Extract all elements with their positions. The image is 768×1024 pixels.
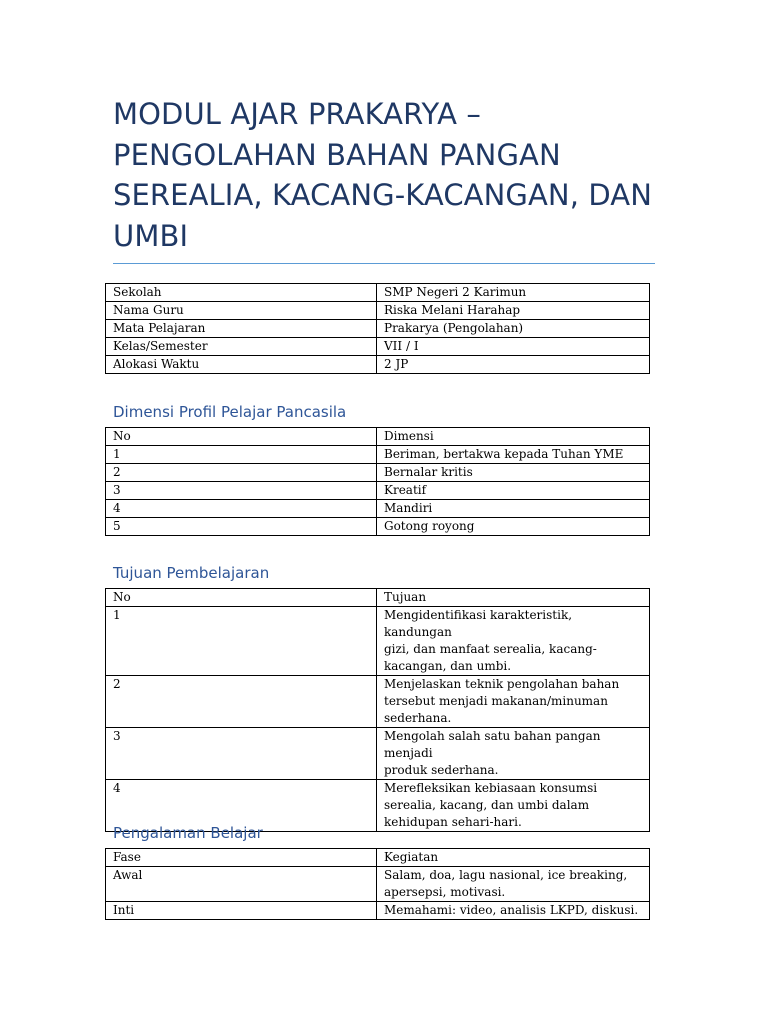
- identity-value: SMP Negeri 2 Karimun: [377, 284, 650, 302]
- table-row: [106, 320, 650, 338]
- section-heading-pengalaman: Pengalaman Belajar: [113, 824, 263, 842]
- identity-value: VII / I: [377, 338, 650, 356]
- table-row: [106, 867, 650, 902]
- row-number: 2: [106, 464, 377, 482]
- profil-table: [105, 427, 650, 536]
- table-row: [106, 500, 650, 518]
- dimension-cell: Kreatif: [377, 482, 650, 500]
- title-line: SEREALIA, KACANG-KACANGAN, DAN: [113, 178, 652, 212]
- column-header: Dimensi: [377, 428, 650, 446]
- cell-line: produk sederhana.: [384, 763, 499, 777]
- column-header: Tujuan: [377, 589, 650, 607]
- identity-value: Riska Melani Harahap: [377, 302, 650, 320]
- title-divider: [113, 263, 655, 264]
- table-row: [106, 676, 650, 728]
- dimension-cell: Beriman, bertakwa kepada Tuhan YME: [377, 446, 650, 464]
- table-header-row: [106, 589, 650, 607]
- title-line: MODUL AJAR PRAKARYA –: [113, 97, 481, 131]
- column-header: No: [106, 589, 377, 607]
- section-heading-tujuan: Tujuan Pembelajaran: [113, 564, 270, 582]
- section-heading-profil: Dimensi Profil Pelajar Pancasila: [113, 403, 347, 421]
- table-header-row: [106, 428, 650, 446]
- identity-label: Nama Guru: [106, 302, 377, 320]
- objective-cell: [377, 607, 650, 676]
- cell-line: kehidupan sehari-hari.: [384, 815, 522, 829]
- identity-table: [105, 283, 650, 374]
- cell-line: Salam, doa, lagu nasional, ice breaking,: [384, 868, 628, 882]
- tujuan-table: [105, 588, 650, 832]
- title-line: PENGOLAHAN BAHAN PANGAN: [113, 137, 561, 172]
- row-number: 3: [106, 482, 377, 500]
- table-row: [106, 607, 650, 676]
- table-row: [106, 518, 650, 536]
- identity-label: Alokasi Waktu: [106, 356, 377, 374]
- table-row: [106, 902, 650, 920]
- row-number: 4: [106, 780, 377, 832]
- identity-label: Kelas/Semester: [106, 338, 377, 356]
- phase-cell: Inti: [106, 902, 377, 920]
- objective-cell: [377, 728, 650, 780]
- column-header: Kegiatan: [377, 849, 650, 867]
- table-row: [106, 284, 650, 302]
- row-number: 4: [106, 500, 377, 518]
- table-row: [106, 464, 650, 482]
- activity-cell: [377, 902, 650, 920]
- row-number: 1: [106, 446, 377, 464]
- activity-cell: [377, 867, 650, 902]
- table-row: [106, 302, 650, 320]
- table-row: [106, 482, 650, 500]
- row-number: 2: [106, 676, 377, 728]
- table-row: [106, 728, 650, 780]
- row-number: 1: [106, 607, 377, 676]
- dimension-cell: Bernalar kritis: [377, 464, 650, 482]
- identity-label: Sekolah: [106, 284, 377, 302]
- document-title: [113, 94, 673, 256]
- cell-line: sederhana.: [384, 711, 452, 725]
- cell-line: Mengidentifikasi karakteristik, kandungan: [384, 608, 573, 639]
- table-row: [106, 338, 650, 356]
- row-number: 3: [106, 728, 377, 780]
- column-header: Fase: [106, 849, 377, 867]
- cell-line: apersepsi, motivasi.: [384, 885, 506, 899]
- cell-line: Mengolah salah satu bahan pangan menjadi: [384, 729, 601, 760]
- cell-line: Memahami: video, analisis LKPD, diskusi.: [384, 903, 639, 917]
- identity-value: 2 JP: [377, 356, 650, 374]
- column-header: No: [106, 428, 377, 446]
- cell-line: gizi, dan manfaat serealia, kacang-: [384, 642, 597, 656]
- cell-line: tersebut menjadi makanan/minuman: [384, 694, 608, 708]
- objective-cell: [377, 676, 650, 728]
- table-header-row: [106, 849, 650, 867]
- dimension-cell: Mandiri: [377, 500, 650, 518]
- identity-label: Mata Pelajaran: [106, 320, 377, 338]
- phase-cell: Awal: [106, 867, 377, 902]
- cell-line: serealia, kacang, dan umbi dalam: [384, 798, 590, 812]
- row-number: 5: [106, 518, 377, 536]
- title-line: UMBI: [113, 218, 189, 253]
- table-row: [106, 446, 650, 464]
- cell-line: kacangan, dan umbi.: [384, 659, 512, 673]
- objective-cell: [377, 780, 650, 832]
- pengalaman-table: [105, 848, 650, 920]
- cell-line: Menjelaskan teknik pengolahan bahan: [384, 677, 620, 691]
- cell-line: Merefleksikan kebiasaan konsumsi: [384, 781, 598, 795]
- identity-value: Prakarya (Pengolahan): [377, 320, 650, 338]
- dimension-cell: Gotong royong: [377, 518, 650, 536]
- table-row: [106, 356, 650, 374]
